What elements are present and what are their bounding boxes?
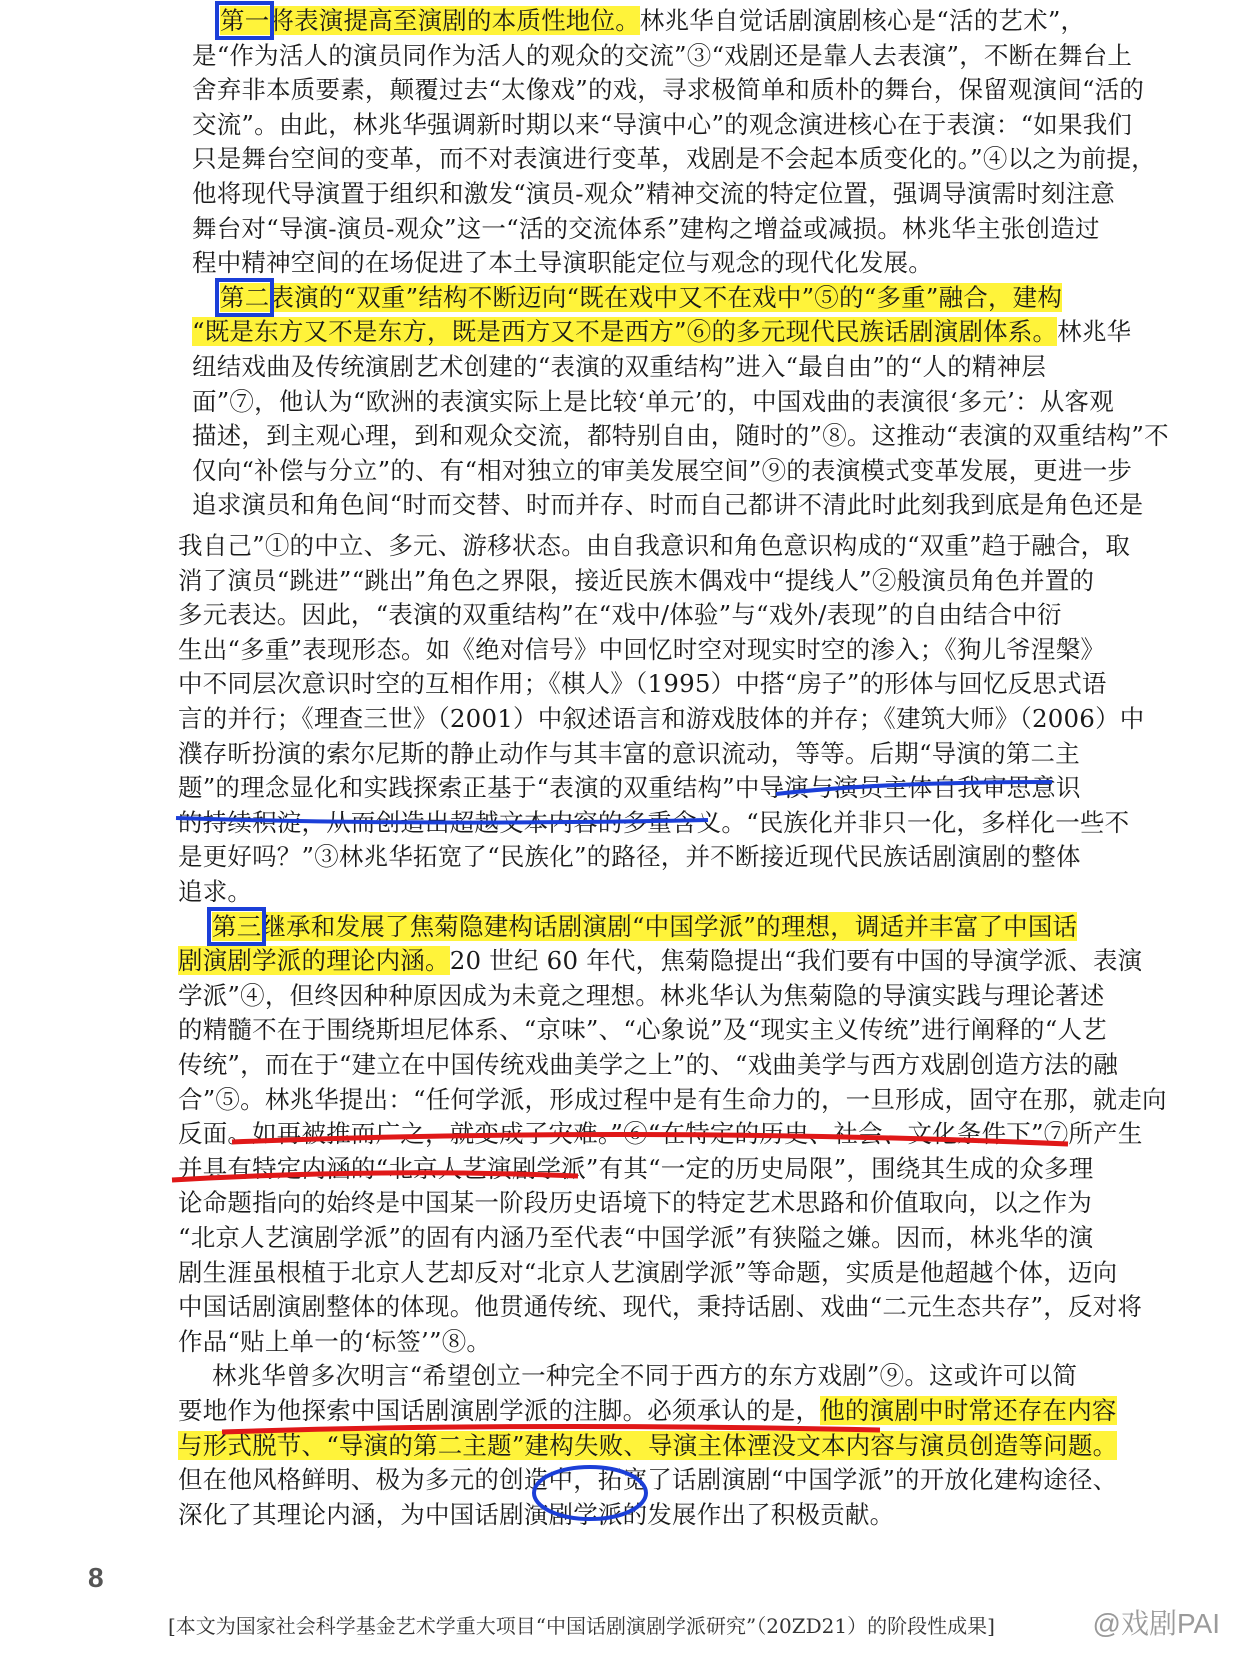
text-line bbox=[192, 488, 1144, 522]
text-line bbox=[178, 771, 1081, 805]
text-line bbox=[178, 1359, 1078, 1393]
text-line bbox=[178, 806, 1130, 840]
text-line bbox=[192, 246, 1040, 280]
text-run: “北京人艺演剧学派”的固有内涵乃至代表“中国学派”有狭隘之嫌。因而，林兆华的演 bbox=[178, 1223, 1094, 1252]
text-line bbox=[178, 529, 1131, 563]
highlighted-text: “既是东方又不是东方，既是西方又不是西方”⑥的多元现代民族话剧演剧体系。 bbox=[192, 317, 1058, 347]
text-line bbox=[178, 1290, 1143, 1324]
text-run: 林兆华曾多次明言“希望创立一种完全不同于西方的东方戏剧”⑨。这或许可以简 bbox=[212, 1361, 1078, 1391]
text-run: 题”的理念显化和实践探索正基于“表演的双重结构”中导演与演员主体自我审思意识 bbox=[178, 773, 1081, 803]
text-run: 追求。 bbox=[178, 877, 253, 906]
text-line bbox=[192, 212, 1100, 246]
text-line bbox=[178, 702, 1145, 736]
text-line bbox=[192, 454, 1133, 488]
text-run: 言的并行；《理查三世》（2001）中叙述语言和游戏肢体的并存；《建筑大师》（2006）中 bbox=[178, 704, 1145, 733]
text-run: 描述，到主观心理，到和观众交流，都特别自由，随时的”⑧。这推动“表演的双重结构”不 bbox=[192, 421, 1169, 451]
watermark: @戏剧PAI bbox=[1092, 1608, 1220, 1639]
text-line bbox=[178, 1498, 1038, 1532]
text-run: 但在他风格鲜明、极为多元的创造中，拓宽了话剧演剧“中国学派”的开放化建构途径、 bbox=[178, 1465, 1118, 1495]
text-run: 仅向“补偿与分立”的、有“相对独立的审美发展空间”⑨的表演模式变革发展，更进一步 bbox=[192, 455, 1133, 485]
text-run: 追求演员和角色间“时而交替、时而并存、时而自己都讲不清此时此刻我到底是角色还是 bbox=[192, 490, 1144, 520]
text-line bbox=[192, 142, 1156, 176]
text-run: 舞台对“导演-演员-观众”这一“活的交流体系”建构之增益或减损。林兆华主张创造过 bbox=[192, 213, 1100, 243]
text-run: 是更好吗？”③林兆华拓宽了“民族化”的路径，并不断接近现代民族话剧演剧的整体 bbox=[178, 842, 1081, 872]
section-marker: 第一 bbox=[220, 6, 270, 35]
text-run: 论命题指向的始终是中国某一阶段历史语境下的特定艺术思路和价值取向，以之作为 bbox=[178, 1188, 1092, 1218]
highlighted-text: 表演的“双重”结构不断迈向“既在戏中又不在戏中”⑤的“多重”融合，建构 bbox=[269, 282, 1063, 312]
text-line bbox=[178, 1152, 1094, 1186]
text-run: 林兆华 bbox=[1057, 317, 1132, 347]
text-line bbox=[192, 419, 1169, 453]
text-line bbox=[192, 281, 1068, 315]
text-run: 多元表达。因此，“表演的双重结构”在“戏中/体验”与“戏外/表现”的自由结合中衍 bbox=[178, 600, 1062, 630]
text-line bbox=[178, 840, 1081, 874]
text-line bbox=[178, 875, 1038, 909]
text-run: 深化了其理论内涵，为中国话剧演剧学派的发展作出了积极贡献。 bbox=[178, 1499, 895, 1529]
text-line bbox=[178, 737, 1080, 771]
text-line bbox=[178, 1186, 1092, 1220]
section-marker: 第三 bbox=[212, 911, 262, 941]
text-line bbox=[178, 1117, 1143, 1151]
text-line bbox=[178, 667, 1107, 701]
text-run: 的精髓不在于围绕斯坦尼体系、“京味”、“心象说”及“现实主义传统”进行阐释的“人艺 bbox=[178, 1015, 1107, 1045]
text-run: 只是舞台空间的变革，而不对表演进行变革，戏剧是不会起本质变化的。”④以之为前提， bbox=[192, 144, 1156, 174]
text-run: 交流”。由此，林兆华强调新时期以来“导演中心”的观念演进核心在于表演：“如果我们 bbox=[192, 109, 1133, 139]
text-run: 濮存昕扮演的索尔尼斯的静止动作与其丰富的意识流动，等等。后期“导演的第二主 bbox=[178, 738, 1080, 768]
text-run: 作品“贴上单一的‘标签’”⑧。 bbox=[178, 1326, 492, 1356]
text-run: 舍弃非本质要素，颠覆过去“太像戏”的戏，寻求极简单和质朴的舞台，保留观演间“活的 bbox=[192, 75, 1145, 105]
text-run: 传统”，而在于“建立在中国传统戏曲美学之上”的、“戏曲美学与西方戏剧创造方法的融 bbox=[178, 1050, 1119, 1079]
text-line bbox=[178, 1256, 1118, 1290]
text-run: 并具有特定内涵的“北京人艺演剧学派”有其“一定的历史局限”，围绕其生成的众多理 bbox=[178, 1153, 1094, 1183]
text-line bbox=[192, 108, 1133, 142]
text-line bbox=[178, 1221, 1094, 1255]
text-line bbox=[192, 350, 1047, 384]
text-run: 程中精神空间的在场促进了本土导演职能定位与观念的现代化发展。 bbox=[192, 248, 933, 278]
page-number: 8 bbox=[88, 1562, 104, 1593]
text-run: 要地作为他探索中国话剧演剧学派的注脚。必须承认的是， bbox=[178, 1396, 821, 1425]
text-run: 的持续积淀，从而创造出超越文本内容的多重含义。“民族化并非只一化，多样化一些不 bbox=[178, 807, 1130, 837]
text-line bbox=[178, 1048, 1119, 1082]
text-run: 我自己”①的中立、多元、游移状态。由自我意识和角色意识构成的“双重”趋于融合，取 bbox=[178, 531, 1131, 560]
text-line bbox=[178, 564, 1095, 598]
text-line bbox=[192, 177, 1116, 211]
section-marker: 第二 bbox=[220, 282, 270, 312]
highlighted-text: 与形式脱节、“导演的第二主题”建构失败、导演主体湮没文本内容与演员创造等问题。 bbox=[178, 1430, 1118, 1460]
text-line bbox=[178, 910, 1078, 944]
text-run: 中不同层次意识时空的互相作用；《棋人》（1995）中搭“房子”的形体与回忆反思式语 bbox=[178, 669, 1107, 699]
text-run: 林兆华自觉话剧演剧核心是“活的艺术”， bbox=[639, 6, 1086, 35]
text-line bbox=[178, 1013, 1107, 1047]
highlighted-text: 继承和发展了焦菊隐建构话剧演剧“中国学派”的理想，调适并丰富了中国话 bbox=[261, 911, 1078, 941]
text-run: 消了演员“跳进”“跳出”角色之界限，接近民族木偶戏中“提线人”②般演员角色并置的 bbox=[178, 565, 1095, 595]
text-run: 是“作为活人的演员同作为活人的观众的交流”③“戏剧还是靠人去表演”，不断在舞台上 bbox=[192, 40, 1133, 70]
text-line bbox=[178, 598, 1062, 632]
text-line bbox=[192, 385, 1114, 419]
text-line bbox=[178, 979, 1105, 1013]
highlighted-text: 剧演剧学派的理论内涵。 bbox=[178, 946, 450, 976]
text-line bbox=[192, 315, 1132, 349]
text-run: 反面。如再被推而广之，就变成了灾难。”⑥“在特定的历史、社会、文化条件下”⑦所产生 bbox=[178, 1119, 1143, 1149]
text-line bbox=[178, 633, 1106, 667]
text-line bbox=[178, 1463, 1118, 1497]
text-line bbox=[178, 1325, 1038, 1359]
text-run: 20 世纪 60 年代，焦菊隐提出“我们要有中国的导演学派、表演 bbox=[449, 946, 1143, 976]
highlighted-text: 他的演剧中时常还存在内容 bbox=[820, 1396, 1117, 1425]
text-run: 纽结戏曲及传统演剧艺术创建的“表演的双重结构”进入“最自由”的“人的精神层 bbox=[192, 352, 1047, 381]
text-run: 合”⑤。林兆华提出：“任何学派，形成过程中是有生命力的，一旦形成，固守在那，就走向 bbox=[178, 1084, 1167, 1114]
text-line bbox=[192, 73, 1145, 107]
text-line bbox=[178, 1083, 1167, 1117]
text-run: 中国话剧演剧整体的体现。他贯通传统、现代，秉持话剧、戏曲“二元生态共存”，反对将 bbox=[178, 1292, 1143, 1322]
text-line bbox=[178, 1394, 1117, 1428]
text-line bbox=[192, 39, 1133, 73]
text-run: 他将现代导演置于组织和激发“演员-观众”精神交流的特定位置，强调导演需时刻注意 bbox=[192, 179, 1116, 208]
text-run: 面”⑦，他认为“欧洲的表演实际上是比较‘单元’的，中国戏曲的表演很‘多元’：从客观 bbox=[192, 386, 1114, 416]
text-line bbox=[178, 1429, 1118, 1463]
footnote: [本文为国家社会科学基金艺术学重大项目“中国话剧演剧学派研究”（20ZD21）的阶段性成果] bbox=[168, 1614, 995, 1638]
text-run: 剧生涯虽根植于北京人艺却反对“北京人艺演剧学派”等命题，实质是他超越个体，迈向 bbox=[178, 1257, 1118, 1287]
text-line bbox=[192, 4, 1086, 38]
text-run: 学派”④，但终因种种原因成为未竟之理想。林兆华认为焦菊隐的导演实践与理论著述 bbox=[178, 980, 1105, 1010]
text-run: 生出“多重”表现形态。如《绝对信号》中回忆时空对现实时空的渗入；《狗儿爷涅槃》 bbox=[178, 634, 1106, 664]
text-line bbox=[178, 944, 1143, 978]
highlighted-text: 将表演提高至演剧的本质性地位。 bbox=[269, 6, 640, 35]
